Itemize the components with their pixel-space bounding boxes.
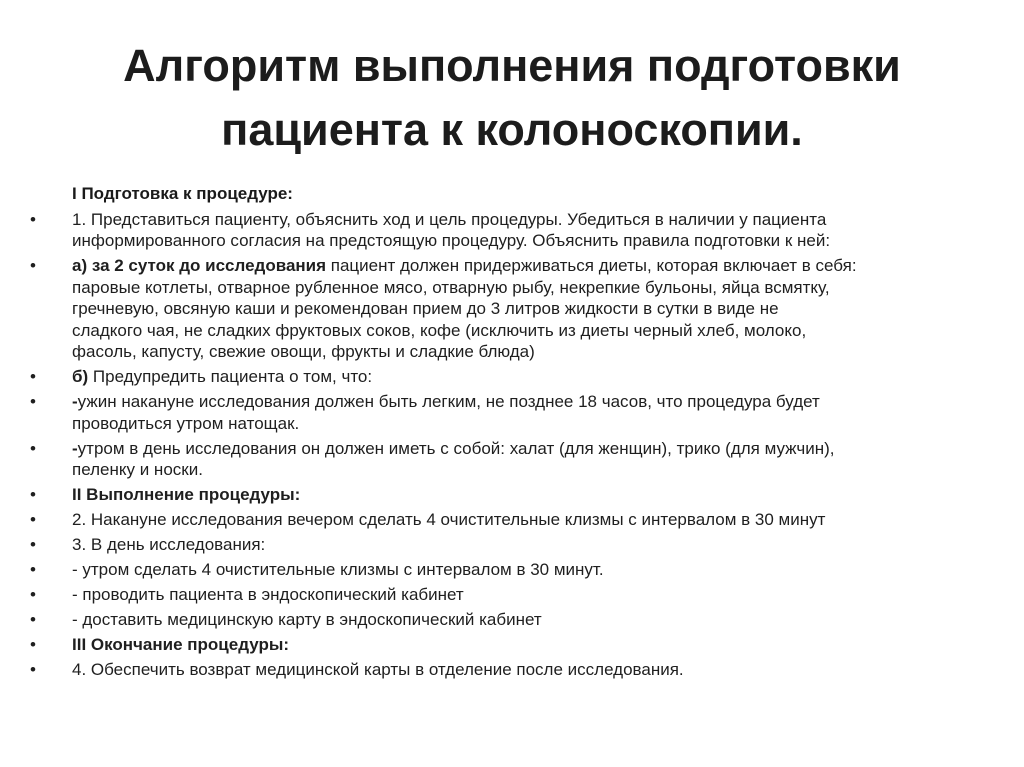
- item-2-rest: пациент должен придерживаться диеты, которая включает в себя:: [326, 256, 857, 275]
- item-5-line-1: [72, 438, 990, 460]
- item-4-line-2: проводиться утром натощак.: [72, 413, 300, 433]
- section-heading-completion: III Окончание процедуры:: [72, 635, 290, 654]
- item-5-line-2: пеленку и носки.: [72, 460, 203, 479]
- item-5-rest: утром в день исследования он должен иметь с собой: халат (для женщин), трико (для мужчин),: [77, 438, 835, 458]
- content-body: [30, 183, 990, 684]
- item-3-bold: б): [72, 367, 89, 386]
- list-item: [30, 534, 990, 556]
- item-8-line-1: 3. В день исследования:: [72, 535, 266, 554]
- item-4-rest: ужин накануне исследования должен быть легким, не позднее 18 часов, что процедура будет: [77, 392, 820, 411]
- list-item: [30, 391, 990, 434]
- list-item: [30, 438, 990, 481]
- item-9-line-1: - утром сделать 4 очистительные клизмы с интервалом в 30 минут.: [72, 560, 604, 579]
- item-1-line-2: информированного согласия на предстоящую процедуру. Объяснить правила подготовки к ней:: [72, 231, 831, 250]
- item-2-line-5: фасоль, капусту, свежие овощи, фрукты и сладкие блюда): [72, 342, 535, 361]
- title-line-1: Алгоритм выполнения подготовки: [123, 40, 901, 91]
- item-2-line-3: гречневую, овсяную каши и рекомендован прием до 3 литров жидкости в сутки в виде не: [72, 299, 779, 318]
- bullet-icon: •: [30, 585, 36, 604]
- item-2-bold: а) за 2 суток до исследования: [72, 256, 327, 275]
- item-3-rest: Предупредить пациента о том, что:: [88, 367, 373, 386]
- bullet-icon: •: [30, 535, 36, 554]
- item-2-line-1: [72, 255, 990, 277]
- list-item: [30, 209, 990, 252]
- list-item: [30, 509, 990, 531]
- list-item: [30, 634, 990, 656]
- list-item: [30, 559, 990, 581]
- list-item: [30, 609, 990, 631]
- page-title: [0, 34, 1024, 162]
- item-4-line-1: [72, 391, 990, 413]
- title-line-2: пациента к колоноскопии.: [221, 104, 803, 155]
- item-3-line-1: [72, 366, 990, 388]
- bullet-icon: •: [30, 485, 36, 504]
- item-2-line-4: сладкого чая, не сладких фруктовых соков, кофе (исключить из диеты черный хлеб, молоко,: [72, 320, 807, 340]
- item-2-line-2: паровые котлеты, отварное рубленное мясо, отварную рыбу, некрепкие бульоны, яйца всмятку,: [72, 277, 830, 297]
- section-heading-execution: II Выполнение процедуры:: [72, 485, 301, 504]
- item-10-line-1: - проводить пациента в эндоскопический кабинет: [72, 585, 464, 604]
- bullet-icon: •: [30, 367, 36, 386]
- item-4-dash: -: [72, 392, 78, 411]
- bullet-icon: •: [30, 610, 36, 629]
- list-item: [30, 255, 990, 363]
- bullet-icon: •: [30, 660, 36, 679]
- item-1-line-1: 1. Представиться пациенту, объяснить ход и цель процедуры. Убедиться в наличии у пациента: [72, 209, 827, 229]
- bullet-icon: •: [30, 438, 36, 458]
- list-item: [30, 366, 990, 388]
- list-item: [30, 484, 990, 506]
- list-item: [30, 584, 990, 606]
- bullet-icon: •: [30, 392, 36, 411]
- item-7-line-1: 2. Накануне исследования вечером сделать 4 очистительные клизмы с интервалом в 30 минут: [72, 510, 826, 529]
- item-5-dash: -: [72, 438, 78, 458]
- list-item: [30, 659, 990, 681]
- item-13-line-1: 4. Обеспечить возврат медицинской карты в отделение после исследования.: [72, 660, 684, 679]
- item-11-line-1: - доставить медицинскую карту в эндоскопический кабинет: [72, 610, 542, 629]
- section-heading-preparation: I Подготовка к процедуре:: [72, 184, 293, 203]
- bullet-icon: •: [30, 256, 36, 275]
- bullet-icon: •: [30, 209, 36, 229]
- bullet-icon: •: [30, 510, 36, 529]
- bullet-icon: •: [30, 560, 36, 579]
- bullet-icon: •: [30, 635, 36, 654]
